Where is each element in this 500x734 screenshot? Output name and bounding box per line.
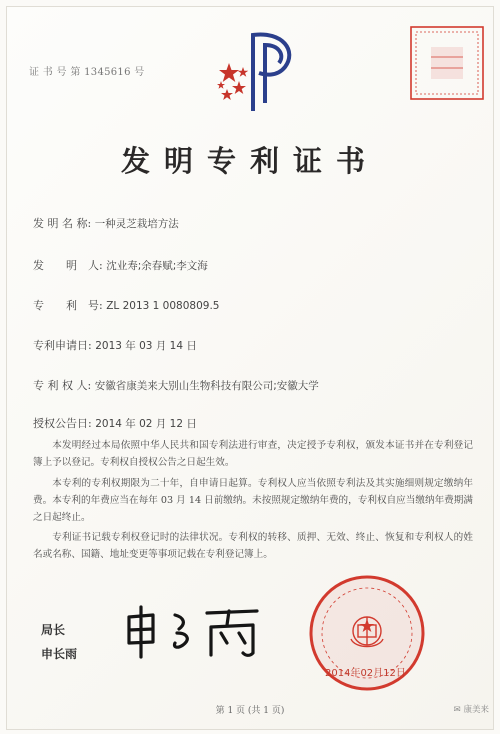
field-label: 发 明 名 称:	[33, 217, 92, 230]
field-grant-date	[33, 415, 197, 431]
field-patent-number	[33, 297, 219, 313]
paragraph-grant-statement: 本发明经过本局依照中华人民共和国专利法进行审查，决定授予专利权，颁发本证书并在专利登记簿上予以登记。专利权自授权公告之日起生效。	[33, 440, 473, 468]
field-label: 专 利 号:	[33, 299, 103, 312]
chat-icon: ✉	[453, 705, 461, 715]
certificate-number: 证 书 号 第 1345616 号	[29, 67, 145, 78]
field-value: 沈业寿;余春赋;李文海	[106, 260, 208, 272]
field-inventors	[33, 257, 208, 273]
field-label: 专利申请日:	[33, 339, 92, 352]
certificate-page	[6, 6, 494, 730]
page-footer: 第 1 页 (共 1 页)	[215, 706, 285, 716]
field-label: 发 明 人:	[33, 259, 103, 272]
field-value: 2013 年 03 月 14 日	[95, 340, 197, 352]
signatory-name: 申长雨	[41, 647, 78, 661]
field-value: 安徽省康美来大别山生物科技有限公司;安徽大学	[94, 380, 319, 392]
paragraph-term-and-fees: 本专利的专利权期限为二十年，自申请日起算。专利权人应当依照专利法及其实施细则规定缴纳年费。本专利的年费应当在每年 03 月 14 日前缴纳。未按照规定缴纳年费的，专利权自应当缴纳年费期满之日起终止。	[33, 478, 473, 523]
handwritten-signature	[117, 603, 267, 661]
field-patentee	[33, 377, 319, 393]
office-seal-stamp	[409, 25, 485, 101]
paragraph-legal-status: 专利证书记载专利权登记时的法律状况。专利权的转移、质押、无效、终止、恢复和专利权人的姓名或名称、国籍、地址变更等事项记载在专利登记簿上。	[33, 532, 473, 560]
field-application-date	[33, 337, 197, 353]
watermark-text: 康美来	[463, 705, 489, 715]
field-label: 授权公告日:	[33, 417, 92, 430]
field-value: 一种灵芝栽培方法	[94, 218, 179, 230]
signatory-title: 局长	[41, 623, 66, 637]
field-value: ZL 2013 1 0080809.5	[106, 300, 220, 312]
patent-office-logo	[213, 23, 301, 115]
field-label: 专 利 权 人:	[33, 379, 92, 392]
field-value: 2014 年 02 月 12 日	[95, 418, 197, 430]
seal-date: 2014年02月12日	[325, 668, 406, 679]
certificate-title: 发明专利证书	[120, 144, 379, 178]
field-invention-name	[33, 215, 179, 231]
watermark	[454, 703, 489, 715]
